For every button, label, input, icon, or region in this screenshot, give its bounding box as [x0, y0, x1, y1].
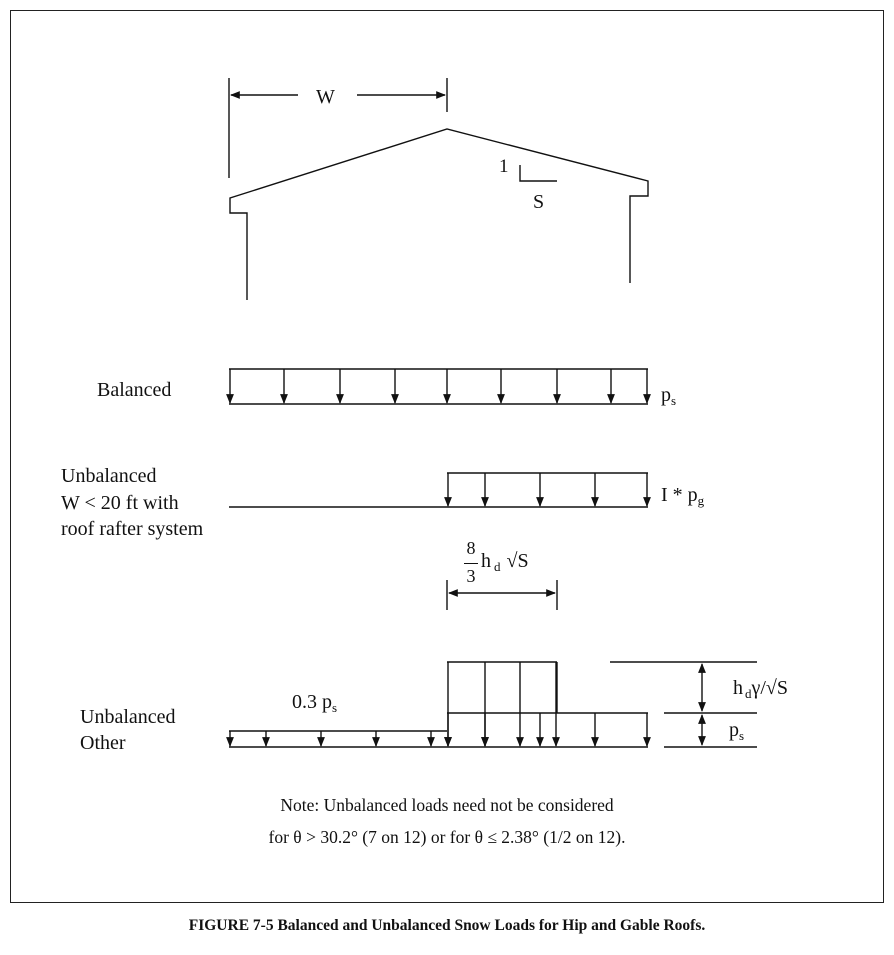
unbalanced-small-label-2: W < 20 ft with [61, 492, 179, 514]
leeward-load-label: $p_s$ [729, 719, 745, 743]
windward-load-label: 0.3 $p_s$ [292, 691, 338, 715]
unbalanced-small-label-3: roof rafter system [61, 518, 204, 540]
roof-outline [230, 129, 648, 300]
slope-triangle [520, 165, 557, 181]
figure-caption: FIGURE 7-5 Balanced and Unbalanced Snow Loads for Hip and Gable Roofs. [188, 917, 706, 934]
note-line-1: Note: Unbalanced loads need not be considered [280, 795, 614, 815]
balanced-load-label: $p_s$ [661, 384, 677, 408]
note-line-2: for θ > 30.2° (7 on 12) or for θ ≤ 2.38° (1/2 on 12). [268, 827, 626, 847]
slope-rise-label: 1 [499, 156, 509, 177]
drift-fraction-bar [464, 563, 478, 564]
unbalanced-small-label-1: Unbalanced [61, 465, 157, 487]
surcharge-height-label: h $_d$γ/√S [733, 677, 788, 701]
width-label: W [316, 86, 335, 108]
unbalanced-other-label-2: Other [80, 732, 126, 754]
drift-formula-rest: h $_d$ √S [481, 550, 529, 574]
unbalanced-small-load-label: I * $p_g$ [661, 484, 705, 508]
drift-fraction-numerator: 8 [466, 538, 476, 558]
unbalanced-other-label-1: Unbalanced [80, 706, 176, 728]
slope-run-label: S [533, 191, 545, 213]
balanced-label: Balanced [97, 379, 172, 401]
drift-fraction-denominator: 3 [466, 566, 476, 586]
